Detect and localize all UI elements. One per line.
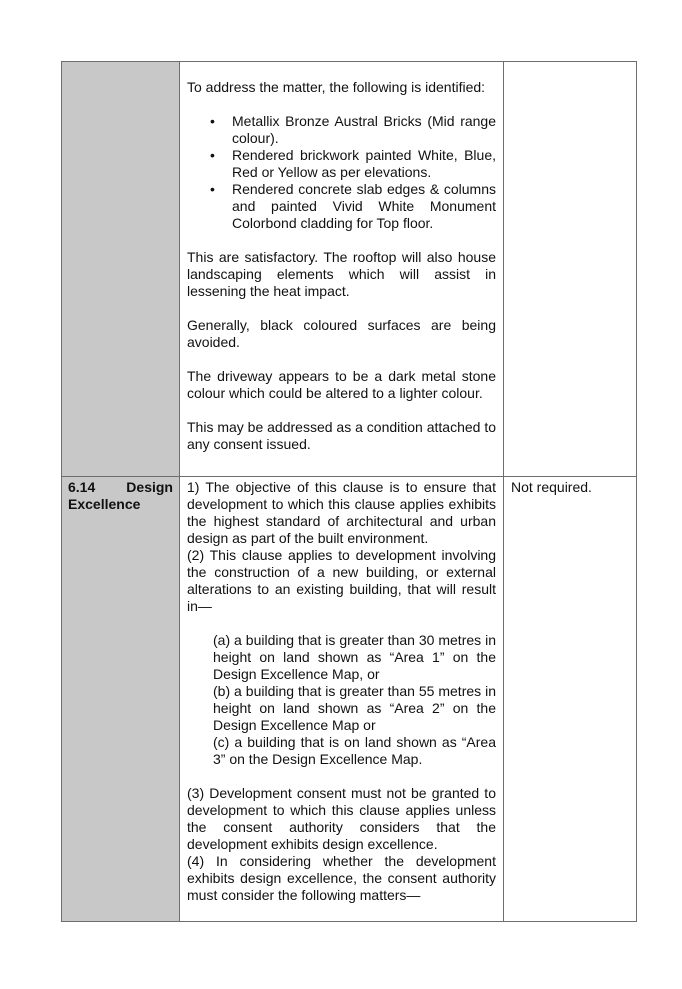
row-label-cell [62, 62, 180, 477]
bullet-icon: • [210, 113, 215, 129]
bullet-icon: • [210, 147, 215, 163]
row-label-cell [62, 477, 180, 922]
intro-text: To address the matter, the following is identified: [187, 79, 486, 95]
comment-cell [504, 477, 637, 922]
assessment-cell [180, 62, 504, 477]
clause-text: (2) This clause applies to development involving the construction of a new building, or external alterations to an existing building, that will result in— [187, 547, 496, 614]
comment-cell [504, 62, 637, 477]
table-row [62, 62, 637, 477]
compliance-note: Not required. [511, 479, 592, 495]
paragraph: The driveway appears to be a dark metal stone colour which could be altered to a lighter colour. [187, 368, 496, 401]
paragraph: Generally, black coloured surfaces are being avoided. [187, 317, 496, 350]
assessment-table [61, 61, 637, 922]
assessment-cell [180, 477, 504, 922]
bullet-icon: • [210, 181, 215, 197]
table-row [62, 477, 637, 922]
list-item: • Metallix Bronze Austral Bricks (Mid range colour). [210, 113, 496, 146]
paragraph: This are satisfactory. The rooftop will also house landscaping elements which will assist in lessening the heat impact. [187, 249, 496, 299]
sub-clause: (a) a building that is greater than 30 metres in height on land shown as “Area 1” on the Design Excellence Map, or [213, 632, 496, 682]
paragraph: This may be addressed as a condition attached to any consent issued. [187, 419, 496, 452]
clause-heading: 6.14 Design Excellence [68, 479, 173, 512]
sub-clause: (b) a building that is greater than 55 metres in height on land shown as “Area 2” on the Design Excellence Map or [213, 683, 496, 733]
sub-clause: (c) a building that is on land shown as “Area 3” on the Design Excellence Map. [213, 734, 496, 767]
list-item: • Rendered brickwork painted White, Blue, Red or Yellow as per elevations. [210, 147, 496, 180]
materials-list [187, 113, 496, 232]
clause-text: (4) In considering whether the development exhibits design excellence, the consent authority must consider the following matters— [187, 853, 496, 903]
clause-text: (3) Development consent must not be granted to development to which this clause applies unless the consent authority considers that the development exhibits design excellence. [187, 785, 496, 852]
clause-text: 1) The objective of this clause is to ensure that development to which this clause applies exhibits the highest standard of architectural and urban design as part of the built environment. [187, 479, 496, 546]
list-item: • Rendered concrete slab edges & columns and painted Vivid White Monument Colorbond cladding for Top floor. [210, 181, 496, 231]
